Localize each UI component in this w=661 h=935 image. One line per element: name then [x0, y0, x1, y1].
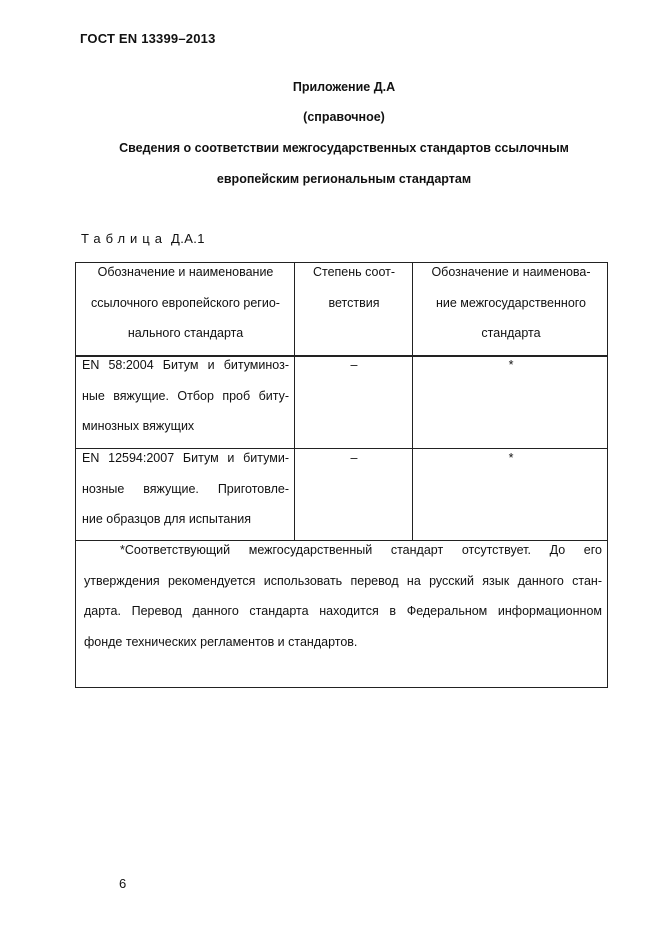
- column-divider-2: [412, 263, 413, 540]
- appendix-kind: (справочное): [303, 110, 385, 124]
- ref-standard-text: EN 58:2004 Битум и битуминоз-: [82, 358, 289, 372]
- interstate-cell: *: [508, 451, 514, 465]
- degree-cell: –: [350, 358, 358, 372]
- header-text: нального стандарта: [127, 326, 244, 340]
- page-number: 6: [119, 876, 127, 891]
- table-footnote: [84, 535, 602, 657]
- table-label: [81, 231, 205, 246]
- header-cell-ref: [82, 257, 289, 349]
- ref-standard-text: EN 12594:2007 Битум и битуми-: [82, 451, 289, 465]
- document-code: ГОСТ EN 13399–2013: [80, 31, 216, 46]
- table-row: [82, 443, 289, 535]
- header-text: ветствия: [328, 295, 380, 310]
- header-text: Степень соот-: [312, 265, 396, 279]
- footnote-line: фонде технических регламентов и стандартов.: [84, 634, 358, 649]
- ref-standard-text: нозные вяжущие. Приготовле-: [82, 481, 289, 496]
- interstate-cell: *: [508, 358, 514, 372]
- correspondence-table: [75, 262, 608, 688]
- footnote-line: утверждения рекомендуется использовать перевод на русский язык данного стан-: [84, 573, 602, 588]
- appendix-heading-line-1: Сведения о соответствии межгосударственных стандартов ссылочным: [119, 141, 569, 155]
- ref-standard-text: ние образцов для испытания: [82, 512, 252, 526]
- ref-standard-text: ные вяжущие. Отбор проб биту-: [82, 388, 289, 403]
- header-text: Обозначение и наименова-: [431, 265, 591, 279]
- table-row: [82, 350, 289, 442]
- header-cell-interstate: [415, 257, 607, 349]
- ref-standard-text: минозных вяжущих: [82, 419, 195, 433]
- column-divider-1: [294, 263, 295, 540]
- appendix-title: Приложение Д.А: [292, 80, 396, 94]
- appendix-heading-line-2: европейским региональным стандартам: [216, 172, 472, 186]
- header-text: ссылочного европейского регио-: [91, 295, 280, 310]
- footnote-line: *Соответствующий межгосударственный стандарт отсутствует. До его: [120, 543, 602, 557]
- degree-cell: –: [350, 451, 358, 465]
- header-text: Обозначение и наименование: [97, 265, 274, 279]
- header-cell-degree: [297, 257, 411, 318]
- footnote-line: дарта. Перевод данного стандарта находится в Федеральном информационном: [84, 604, 602, 618]
- header-text: ние межгосударственного: [435, 295, 587, 310]
- table-label-number: Д.А.1: [171, 231, 205, 246]
- header-text: стандарта: [481, 326, 541, 340]
- table-label-word: Таблица: [81, 231, 167, 246]
